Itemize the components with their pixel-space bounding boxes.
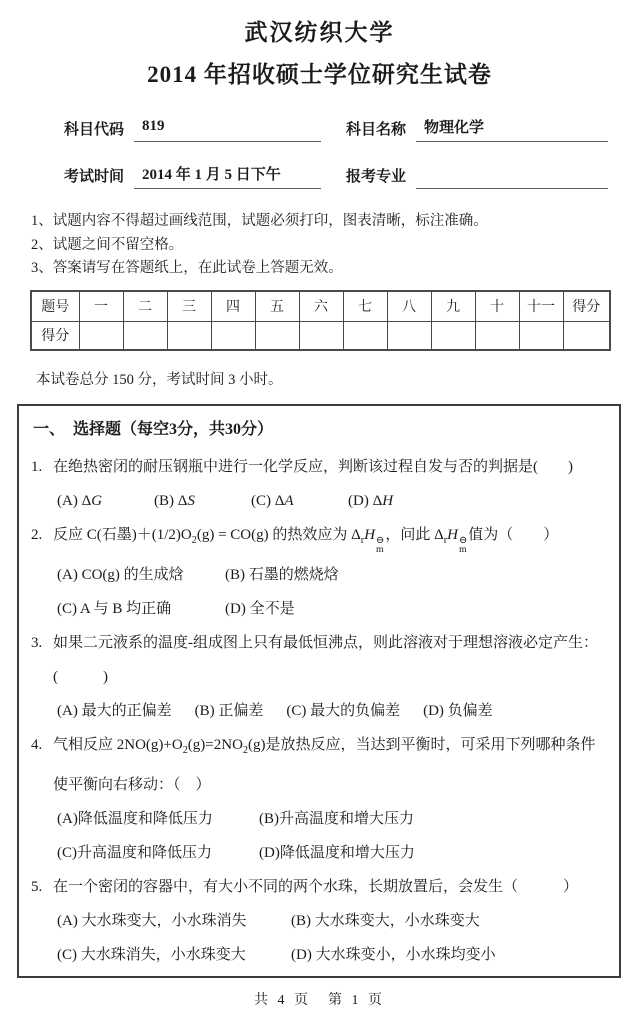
exam-info-form (64, 116, 639, 189)
option: (C)升高温度和降低压力 (57, 844, 212, 861)
question-options (57, 694, 607, 728)
question (31, 870, 607, 972)
section-one-box (17, 404, 621, 978)
score-table-score-cell (431, 322, 475, 350)
question (31, 518, 607, 626)
option: (B) 大水珠变大，小水珠变大 (291, 912, 480, 929)
note-line: 3、答案请写在答题纸上，在此试卷上答题无效。 (31, 260, 343, 276)
subject-name-label: 科目名称 (346, 122, 407, 138)
page-footer: 共 4 页 第 1 页 (254, 992, 385, 1008)
option: (A) ΔG (57, 492, 103, 509)
option: (C) 大水珠消失，小水珠变大 (57, 946, 246, 963)
score-table-score-cell (563, 322, 610, 350)
option: (B) 正偏差 (194, 702, 264, 719)
option: (A) 最大的正偏差 (57, 702, 172, 719)
question-text: 气相反应 $2NO(g)+O_2(g)=2NO_2(g)$是放热反应，当达到平衡时，可采用下列哪种条件使平衡向右移动：（ ） (53, 736, 596, 793)
score-table-score-cell (299, 322, 343, 350)
score-table-header-cell: 题号 (31, 291, 79, 322)
question-head (31, 518, 607, 558)
question-options (57, 802, 607, 870)
question-text: 反应 C(石墨)$+(1/2)O_2(g) = CO(g)$ 的热效应为 $\Delta_rH$ ⊖ m ，问此 $\Delta_rH$ ⊖ m 值为（ ） (53, 526, 559, 556)
score-table-score-cell (79, 322, 123, 350)
university-name: 武汉纺织大学 (244, 20, 395, 45)
score-table-header-cell: 十 (475, 291, 519, 322)
score-table-header-cell: 六 (299, 291, 343, 322)
score-table-header-cell: 七 (343, 291, 387, 322)
question (31, 728, 607, 870)
subject-code-field: 819 (134, 118, 321, 142)
notes-list (31, 210, 639, 281)
score-table-score-cell (519, 322, 563, 350)
question-options (57, 484, 607, 518)
option: (A) 大水珠变大，小水珠消失 (57, 912, 247, 929)
score-table-score-cell (123, 322, 167, 350)
option: (D) 负偏差 (423, 702, 493, 719)
option: (D)降低温度和增大压力 (259, 844, 415, 861)
score-table-score-cell (387, 322, 431, 350)
question-list (31, 450, 607, 972)
option: (B) 石墨的燃烧焓 (225, 566, 339, 583)
question (31, 626, 607, 728)
major-label: 报考专业 (346, 169, 407, 185)
score-table-header-row (31, 291, 610, 322)
summary-text: 本试卷总分 150 分，考试时间 3 小时。 (36, 371, 283, 388)
score-table-header-cell: 得分 (563, 291, 610, 322)
option: (A) CO(g) 的生成焓 (57, 566, 184, 583)
note-line: 1、试题内容不得超过画线范围，试题必须打印，图表清晰，标注准确。 (31, 213, 488, 229)
option: (D) 大水珠变小，小水珠均变小 (291, 946, 496, 963)
question-head (31, 450, 607, 484)
section-one-heading: 一、 选择题（每空3分，共30分） (33, 420, 274, 438)
option: (D) ΔH (348, 492, 394, 509)
option: (B)升高温度和增大压力 (259, 810, 414, 827)
score-table-header-cell: 五 (255, 291, 299, 322)
score-table-header-cell: 三 (167, 291, 211, 322)
major-field (416, 165, 608, 189)
question-number: 1. (31, 458, 43, 475)
question-number: 5. (31, 878, 43, 895)
form-row-2 (64, 163, 639, 189)
score-table-header-cell: 九 (431, 291, 475, 322)
question-text: 在绝热密闭的耐压钢瓶中进行一化学反应，判断该过程自发与否的判据是( ) (53, 458, 573, 475)
score-table-header-cell: 八 (387, 291, 431, 322)
question-head (31, 626, 607, 694)
exam-title: 2014 年招收硕士学位研究生试卷 (147, 62, 492, 87)
option: (C) 最大的负偏差 (286, 702, 401, 719)
option: (B) ΔS (154, 492, 195, 509)
question-number: 3. (31, 634, 43, 651)
option: (D) 全不是 (225, 600, 295, 617)
question-text: 在一个密闭的容器中，有大小不同的两个水珠，长期放置后，会发生（ ） (53, 878, 579, 895)
score-table (30, 290, 611, 351)
question-text: 如果二元液系的温度-组成图上只有最低恒沸点，则此溶液对于理想溶液必定产生：( ) (53, 634, 598, 685)
question-options (57, 904, 607, 972)
score-table-header-cell: 二 (123, 291, 167, 322)
score-table-score-cell: 得分 (31, 322, 79, 350)
exam-time-label: 考试时间 (64, 169, 125, 185)
score-table-score-cell (211, 322, 255, 350)
score-table-score-row (31, 322, 610, 350)
question-options (57, 558, 607, 626)
exam-time-field: 2014 年 1 月 5 日下午 (134, 163, 321, 189)
score-table-header-cell: 四 (211, 291, 255, 322)
score-table-score-cell (475, 322, 519, 350)
question (31, 450, 607, 518)
option: (C) A 与 B 均正确 (57, 600, 172, 617)
form-row-1 (64, 116, 639, 142)
question-head (31, 870, 607, 904)
subject-code-label: 科目代码 (64, 122, 125, 138)
score-table-score-cell (167, 322, 211, 350)
score-table-header-cell: 一 (79, 291, 123, 322)
question-number: 2. (31, 526, 43, 543)
option: (A)降低温度和降低压力 (57, 810, 213, 827)
score-table-score-cell (255, 322, 299, 350)
option: (C) ΔA (251, 492, 294, 509)
score-table-score-cell (343, 322, 387, 350)
score-table-header-cell: 十一 (519, 291, 563, 322)
question-number: 4. (31, 736, 43, 753)
question-head (31, 728, 607, 802)
subject-name-field: 物理化学 (416, 116, 608, 142)
note-line: 2、试题之间不留空格。 (31, 236, 184, 253)
